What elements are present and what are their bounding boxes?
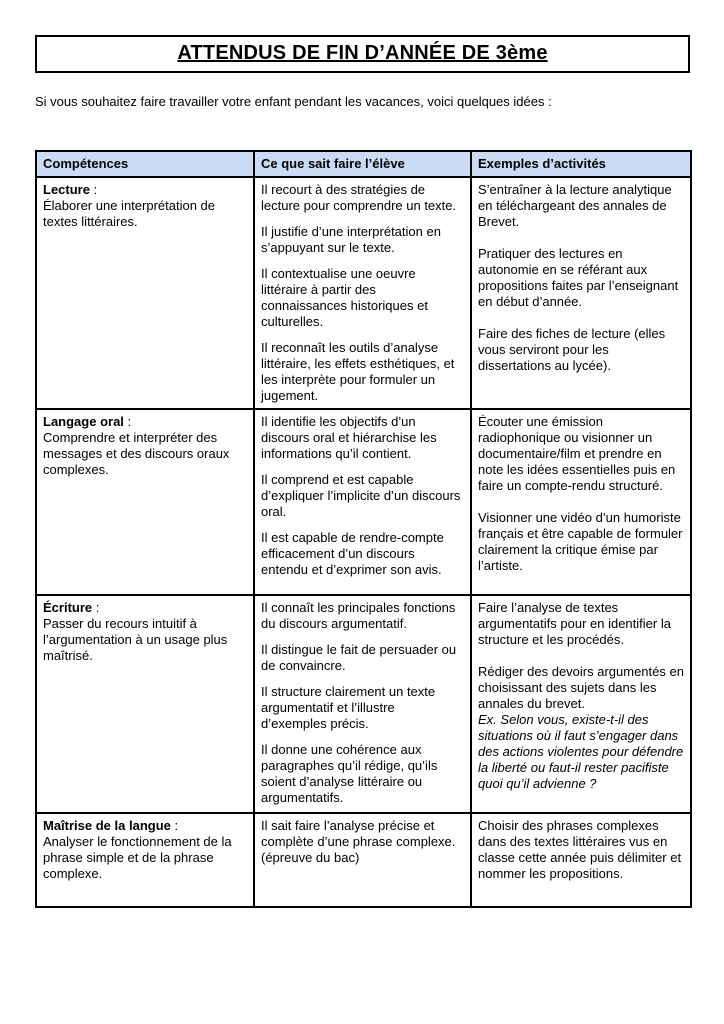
activity-text: Faire des fiches de lecture (elles vous serviront pour les dissertations au lycée). [478,326,666,373]
competences-table [35,150,692,908]
skill-text: Il sait faire l’analyse précise et complète d’une phrase complexe. (épreuve du bac) [261,818,456,865]
activities-cell [471,595,691,813]
activities-cell [471,813,691,907]
competence-title: Maîtrise de la langue [43,818,171,833]
activities-cell [471,409,691,595]
activity-text: Choisir des phrases complexes dans des textes littéraires vus en classe cette année puis délimiter et nommer les propositions. [478,818,682,881]
competence-text [43,818,247,882]
activities-cell [471,177,691,409]
table-row [36,177,691,409]
col-header-activites: Exemples d’activités [471,151,691,177]
competence-description: Analyser le fonctionnement de la phrase simple et de la phrase complexe. [43,834,232,881]
competence-cell [36,813,254,907]
skill-text: Il contextualise une oeuvre littéraire à partir des connaissances historiques et culturelles. [261,266,428,329]
competence-colon: : [123,414,132,429]
competence-cell [36,409,254,595]
competence-text [43,182,247,230]
activity-text: Visionner une vidéo d’un humoriste français et être capable de formuler clairement la critique émise par l’artiste. [478,510,683,573]
skill-text: Il structure clairement un texte argumentatif et l’illustre d’exemples précis. [261,684,436,731]
skill-text: Il identifie les objectifs d’un discours oral et hiérarchise les informations qu’il contient. [261,414,437,461]
activity-text: Ex. Selon vous, existe-t-il des situations où il faut s’engager dans des actions violentes pour défendre la liberté ou faut-il rester pacifiste quoi qu’il advienne ? [478,712,684,791]
skill-text: Il comprend et est capable d’expliquer l’implicite d’un discours oral. [261,472,461,519]
col-header-savoir-faire: Ce que sait faire l’élève [254,151,471,177]
skill-text: Il donne une cohérence aux paragraphes qu’il rédige, qu’ils soient d’analyse littéraire ou argumentatifs. [261,742,438,805]
competence-cell [36,595,254,813]
col-header-competences: Compétences [36,151,254,177]
competence-text [43,414,247,478]
table-body [36,177,691,907]
table-row [36,595,691,813]
skills-cell [254,177,471,409]
table-row [36,409,691,595]
activity-text: S’entraîner à la lecture analytique en téléchargeant des annales de Brevet. [478,182,672,229]
skill-text: Il justifie d’une interprétation en s’appuyant sur le texte. [261,224,441,255]
skills-cell [254,409,471,595]
skill-text: Il est capable de rendre-compte efficacement d’un discours entendu et d’exprimer son avis. [261,530,444,577]
competence-title: Lecture [43,182,90,197]
competence-colon: : [89,182,98,197]
table-row [36,813,691,907]
competence-title: Écriture [43,600,93,615]
competence-title: Langage oral [43,414,124,429]
activity-text: Pratiquer des lectures en autonomie en se référant aux propositions faites par l’enseignant en début d’année. [478,246,679,309]
competence-description: Passer du recours intuitif à l’argumentation à un usage plus maîtrisé. [43,616,228,663]
table-header-row [36,151,691,177]
skill-text: Il distingue le fait de persuader ou de convaincre. [261,642,457,673]
skills-cell [254,813,471,907]
activity-text: Rédiger des devoirs argumentés en choisissant des sujets dans les annales du brevet. [478,664,684,711]
intro-text: Si vous souhaitez faire travailler votre enfant pendant les vacances, voici quelques idées : [35,94,552,109]
competence-cell [36,177,254,409]
title-box [35,35,690,73]
competence-colon: : [170,818,179,833]
competence-colon: : [92,600,100,615]
skill-text: Il reconnaît les outils d’analyse littéraire, les effets esthétiques, et les interprète pour formuler un jugement. [261,340,455,403]
activity-text: Écouter une émission radiophonique ou visionner un documentaire/film et prendre en note les idées essentielles puis en faire un compte-rendu structuré. [478,414,676,493]
competence-description: Comprendre et interpréter des messages et des discours oraux complexes. [43,430,230,477]
skills-cell [254,595,471,813]
competence-text [43,600,247,664]
competence-description: Élaborer une interprétation de textes littéraires. [43,198,216,229]
skill-text: Il connaît les principales fonctions du discours argumentatif. [261,600,456,631]
skill-text: Il recourt à des stratégies de lecture pour comprendre un texte. [261,182,457,213]
page-title: ATTENDUS DE FIN D’ANNÉE DE 3ème [177,42,548,64]
activity-text: Faire l’analyse de textes argumentatifs pour en identifier la structure et les procédés. [478,600,671,647]
